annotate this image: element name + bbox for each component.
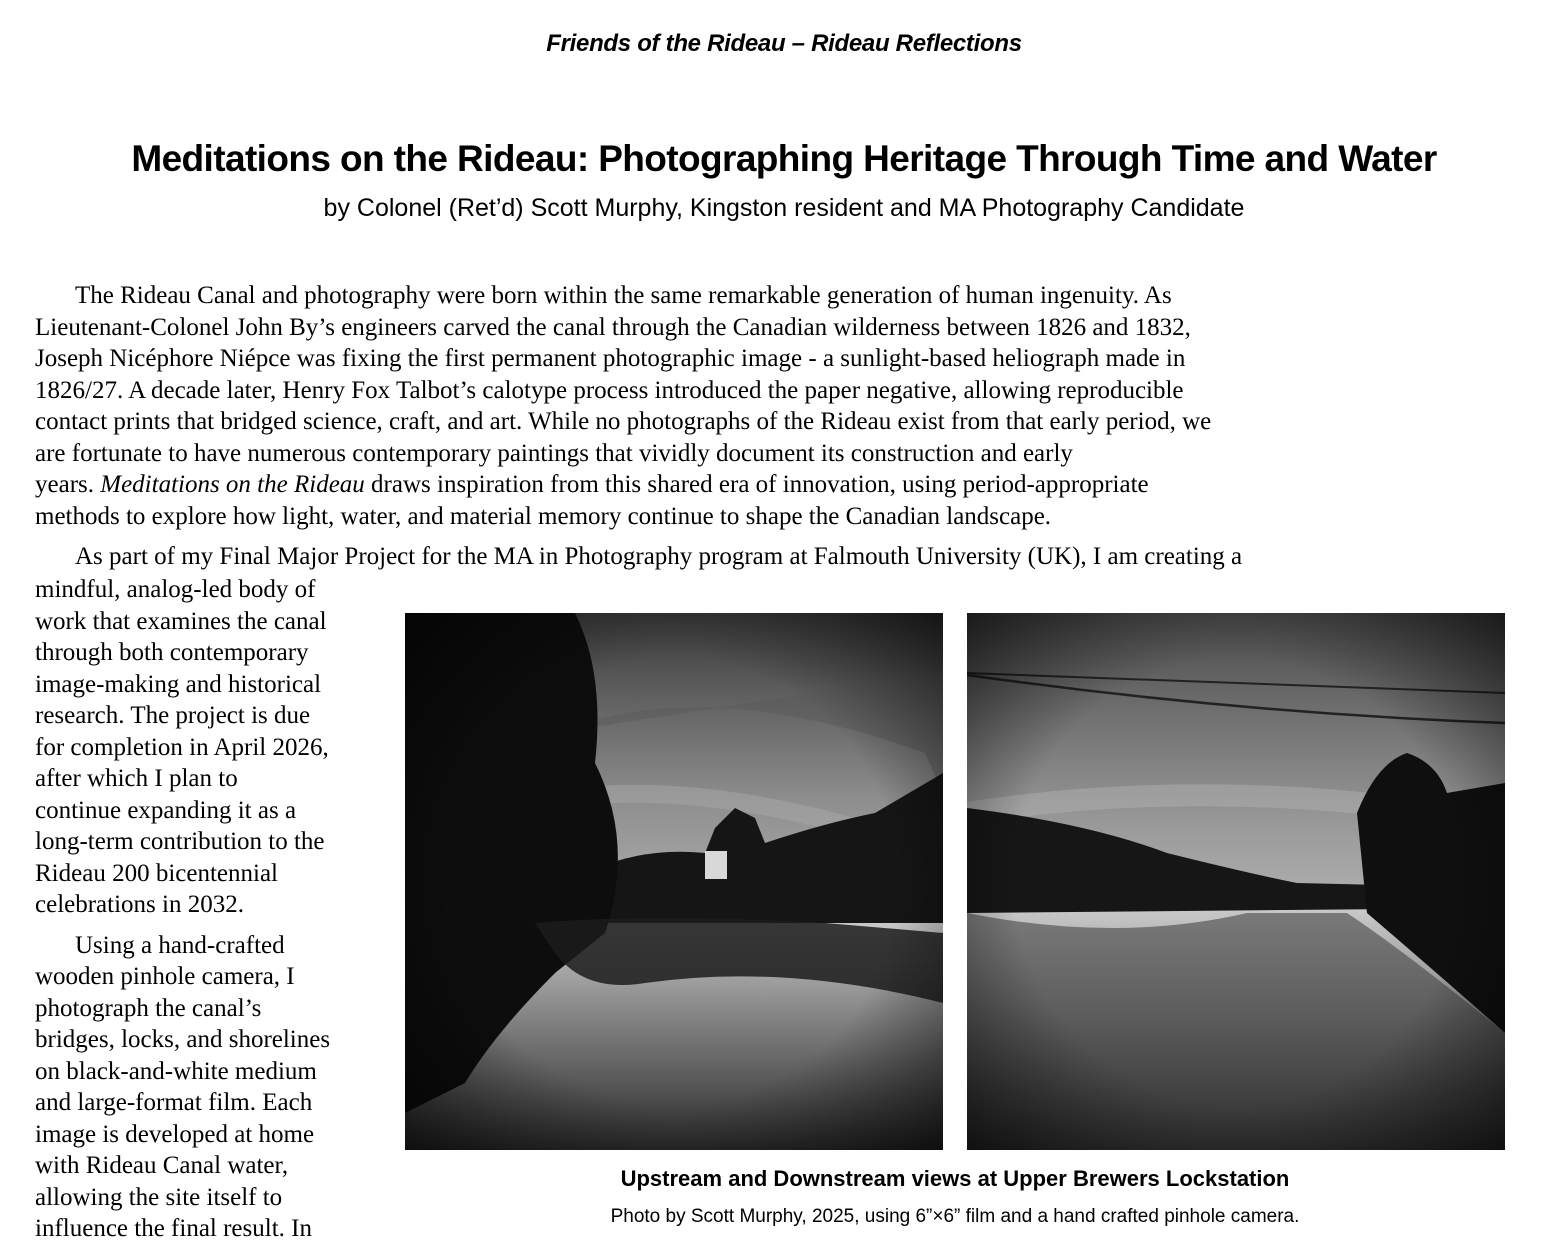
paragraph-1	[35, 280, 1535, 532]
downstream-photo-graphic	[967, 613, 1505, 1150]
paragraph-1-line: contact prints that bridged science, craft, and art. While no photographs of the Rideau exist from that early period, we	[35, 408, 1212, 435]
running-head: Friends of the Rideau – Rideau Reflections	[546, 30, 1022, 57]
paragraph-3-line: allowing the site itself to	[35, 1183, 283, 1211]
paragraph-2-line: research. The project is due	[35, 702, 311, 729]
left-text-column	[35, 574, 405, 1245]
paragraph-1-line: are fortunate to have numerous contemporary paintings that vividly document its construction and early	[35, 439, 1073, 467]
paragraph-2-line: mindful, analog-led body of	[35, 576, 316, 603]
paragraph-3-line: photograph the canal’s	[35, 994, 262, 1022]
paragraph-3-line: with Rideau Canal water,	[35, 1152, 289, 1179]
line-text: years.	[35, 471, 101, 498]
paragraph-3-line: image is developed at home	[35, 1120, 315, 1148]
figure-caption-credit: Photo by Scott Murphy, 2025, using 6”×6” film and a hand crafted pinhole camera.	[610, 1206, 1300, 1227]
line-text: draws inspiration from this shared era of innovation, using period-appropriate	[364, 471, 1149, 498]
paragraph-2-first-line: As part of my Final Major Project for the MA in Photography program at Falmouth University (UK), I am creating a	[75, 543, 1243, 570]
paragraph-3-line: bridges, locks, and shorelines	[35, 1026, 331, 1053]
downstream-photo	[967, 613, 1505, 1150]
paragraph-1-line: Joseph Nicéphore Niépce was fixing the first permanent photographic image - a sunlight-based heliograph made in	[35, 345, 1186, 372]
paragraph-1-line: Lieutenant-Colonel John By’s engineers carved the canal through the Canadian wilderness between 1826 and 1832,	[35, 313, 1191, 341]
paragraph-2-line: after which I plan to	[35, 765, 238, 792]
paragraph-2-line: work that examines the canal	[35, 607, 327, 635]
paragraph-2-line: Rideau 200 bicentennial	[35, 859, 278, 887]
paragraph-2-line: continue expanding it as a	[35, 796, 297, 824]
article-byline: by Colonel (Ret’d) Scott Murphy, Kingston resident and MA Photography Candidate	[323, 194, 1245, 222]
paragraph-2-line: celebrations in 2032.	[35, 891, 244, 918]
paragraph-2-line: long-term contribution to the	[35, 828, 325, 855]
upstream-photo	[405, 613, 943, 1150]
article-title: Meditations on the Rideau: Photographing Heritage Through Time and Water	[131, 138, 1437, 179]
paragraph-3-line: and large-format film. Each	[35, 1089, 313, 1116]
paragraph-1-line	[35, 469, 1535, 501]
paragraph-1-line: 1826/27. A decade later, Henry Fox Talbot’s calotype process introduced the paper negative, allowing reproducible	[35, 376, 1184, 404]
paragraph-1-line: methods to explore how light, water, and material memory continue to shape the Canadian landscape.	[35, 502, 1052, 530]
paragraph-2-line: image-making and historical	[35, 670, 322, 698]
paragraph-3-line: influence the final result. In	[35, 1215, 312, 1242]
paragraph-3-line: wooden pinhole camera, I	[35, 963, 295, 990]
paragraph-3-line: on black-and-white medium	[35, 1057, 317, 1085]
upstream-photo-graphic	[405, 613, 943, 1150]
paragraph-1-line: The Rideau Canal and photography were born within the same remarkable generation of human ingenuity. As	[75, 282, 1172, 309]
project-title-italic: Meditations on the Rideau	[100, 471, 365, 498]
paragraph-2-line: for completion in April 2026,	[35, 733, 329, 761]
paragraph-3-line: Using a hand-crafted	[75, 931, 285, 959]
figure-caption-title: Upstream and Downstream views at Upper Brewers Lockstation	[620, 1166, 1290, 1191]
paragraph-2-line: through both contemporary	[35, 639, 309, 666]
